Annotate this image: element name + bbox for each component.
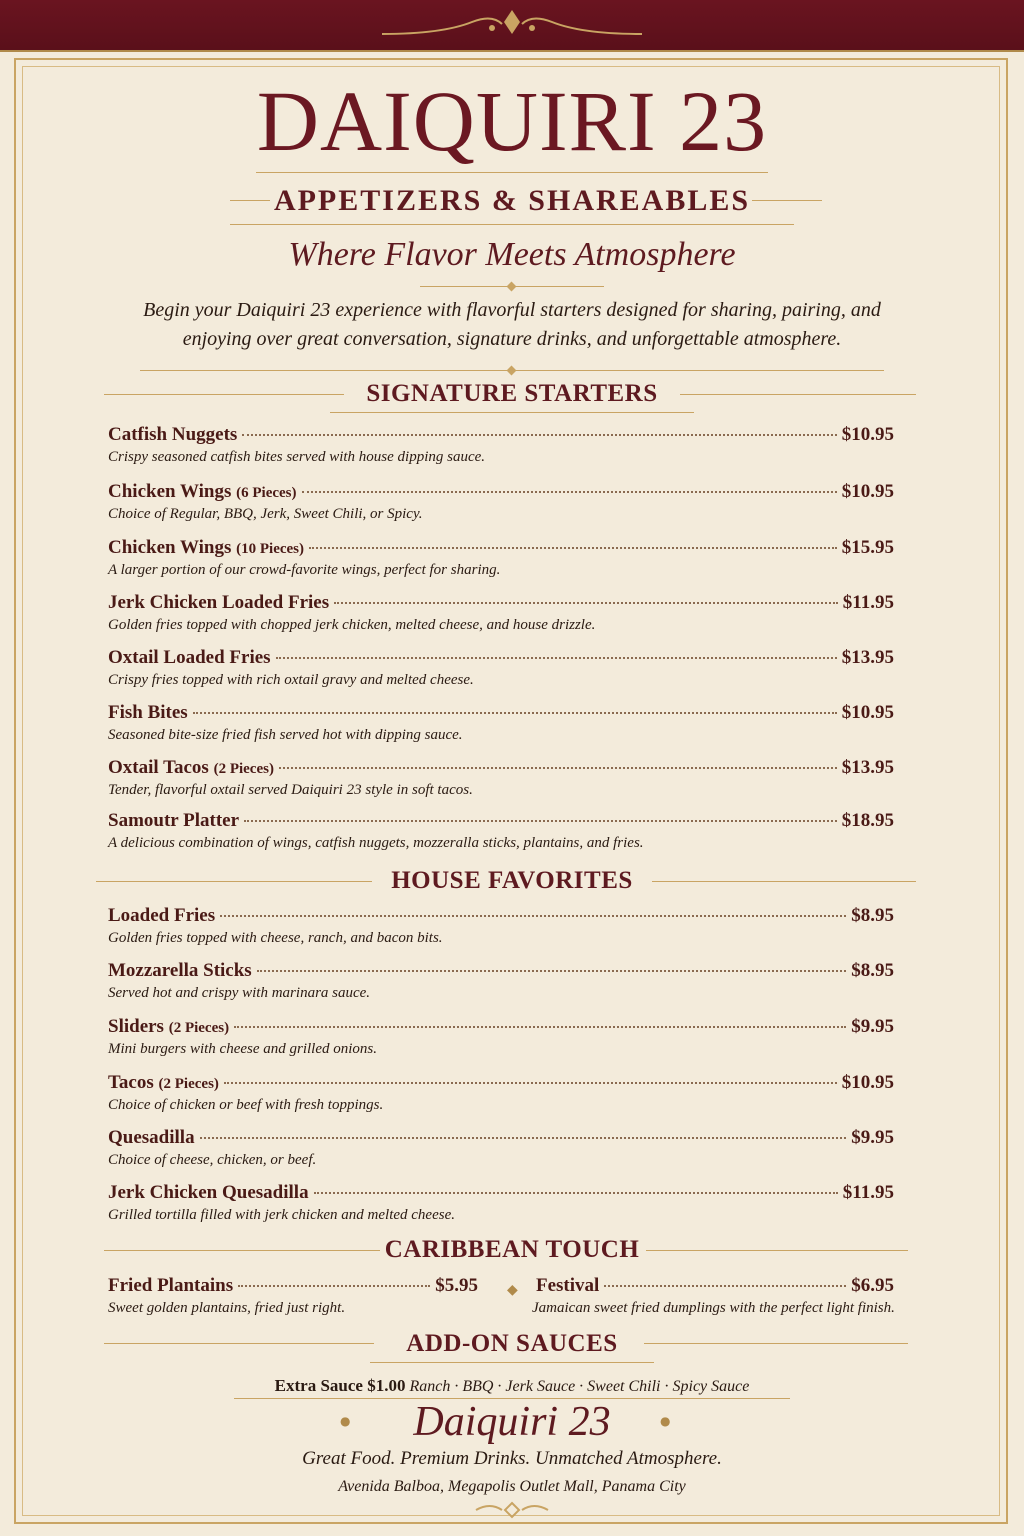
item-name <box>108 647 271 669</box>
item-description: Golden fries topped with chopped jerk chicken, melted cheese, and house drizzle. <box>108 617 596 633</box>
item-name <box>108 1182 309 1204</box>
item-price: $13.95 <box>841 757 894 778</box>
item-name-text: Oxtail Tacos <box>108 757 209 778</box>
menu-item <box>108 424 894 466</box>
item-name <box>108 960 252 982</box>
item-description: Jamaican sweet fried dumplings with the perfect light finish. <box>532 1300 895 1316</box>
item-description: Choice of cheese, chicken, or beef. <box>108 1152 317 1168</box>
item-description: Grilled tortilla filled with jerk chicken and melted cheese. <box>108 1207 455 1223</box>
leader-dots <box>257 970 847 972</box>
leader-dots <box>234 1026 846 1028</box>
leader-dots <box>200 1137 847 1139</box>
section-title-sauces: ADD-ON SAUCES <box>406 1330 618 1357</box>
section-title-house: HOUSE FAVORITES <box>391 867 633 894</box>
item-price: $15.95 <box>841 537 894 558</box>
item-name <box>108 810 239 832</box>
diamond-arrow-icon: ◆ <box>507 1282 518 1298</box>
item-description: A delicious combination of wings, catfish nuggets, mozzeralla sticks, plantains, and fries. <box>108 835 644 851</box>
item-name: Festival <box>536 1275 600 1296</box>
item-name-text: Mozzarella Sticks <box>108 960 252 981</box>
menu-item <box>108 481 894 523</box>
footer-slogan: Great Food. Premium Drinks. Unmatched Atmosphere. <box>302 1448 722 1469</box>
leader-dots <box>238 1285 430 1287</box>
footer-address: Avenida Balboa, Megapolis Outlet Mall, Panama City <box>338 1478 686 1495</box>
item-name-text: Jerk Chicken Quesadilla <box>108 1182 309 1203</box>
dot-icon: ● <box>660 1414 671 1428</box>
item-price: $8.95 <box>851 960 894 981</box>
item-price: $9.95 <box>851 1016 894 1037</box>
item-price: $10.95 <box>841 481 894 502</box>
item-price: $10.95 <box>841 424 894 445</box>
leader-dots <box>279 767 837 769</box>
menu-item <box>108 960 894 1002</box>
bottom-ornament-icon <box>472 1500 552 1520</box>
menu-item <box>108 757 894 799</box>
item-name-text: Jerk Chicken Loaded Fries <box>108 592 330 613</box>
top-banner <box>0 0 1024 52</box>
item-name-text: Oxtail Loaded Fries <box>108 647 271 668</box>
item-name <box>108 1016 229 1038</box>
item-price: $11.95 <box>842 1182 894 1203</box>
item-name-text: Loaded Fries <box>108 905 216 926</box>
item-price: $8.95 <box>851 905 894 926</box>
item-name <box>108 1127 195 1149</box>
item-description: Choice of Regular, BBQ, Jerk, Sweet Chili, or Spicy. <box>108 506 423 522</box>
item-price: $9.95 <box>851 1127 894 1148</box>
item-quantity: (2 Pieces) <box>158 1076 219 1092</box>
item-name <box>108 424 237 446</box>
menu-item <box>532 1275 895 1317</box>
leader-dots <box>334 602 838 604</box>
item-name <box>108 757 274 779</box>
flourish-ornament-icon <box>362 4 662 44</box>
item-quantity: (2 Pieces) <box>168 1020 230 1036</box>
item-name-text: Sliders <box>108 1016 164 1037</box>
menu-title: DAIQUIRI 23 <box>256 73 768 169</box>
item-name-text: Quesadilla <box>108 1127 195 1148</box>
menu-item <box>108 1182 894 1224</box>
item-price: $5.95 <box>435 1275 478 1296</box>
leader-dots <box>242 434 836 436</box>
sauce-line <box>0 1376 1024 1396</box>
item-name <box>108 702 188 724</box>
menu-item <box>108 1072 894 1114</box>
menu-item <box>108 537 894 579</box>
item-name-text: Fish Bites <box>108 702 188 723</box>
item-quantity: (6 Pieces) <box>236 485 297 501</box>
section-title-caribbean: CARIBBEAN TOUCH <box>384 1236 640 1263</box>
item-description: Served hot and crispy with marinara sauce. <box>108 985 371 1001</box>
menu-subtitle: APPETIZERS & SHAREABLES <box>273 184 751 217</box>
leader-dots <box>314 1192 838 1194</box>
menu-item <box>108 1275 478 1317</box>
item-description: A larger portion of our crowd-favorite wings, perfect for sharing. <box>108 562 501 578</box>
leader-dots <box>604 1285 846 1287</box>
menu-item <box>108 905 894 947</box>
footer-brand: Daiquiri 23 <box>413 1399 611 1445</box>
menu-item <box>108 702 894 744</box>
leader-dots <box>309 547 837 549</box>
menu-item <box>108 1127 894 1169</box>
menu-item <box>108 592 894 634</box>
item-description: Tender, flavorful oxtail served Daiquiri 23 style in soft tacos. <box>108 782 473 798</box>
leader-dots <box>244 820 837 822</box>
item-name: Fried Plantains <box>108 1275 234 1296</box>
leader-dots <box>276 657 837 659</box>
item-name-text: Samoutr Platter <box>108 810 240 831</box>
item-name <box>108 592 329 614</box>
item-name <box>108 1072 219 1094</box>
item-name <box>108 537 304 559</box>
item-quantity: (2 Pieces) <box>213 761 274 777</box>
item-description: Mini burgers with cheese and grilled onions. <box>108 1041 378 1057</box>
item-description: Seasoned bite-size fried fish served hot with dipping sauce. <box>108 727 463 743</box>
item-name-text: Catfish Nuggets <box>108 424 238 445</box>
menu-item <box>108 1016 894 1058</box>
menu-item <box>108 647 894 689</box>
item-quantity: (10 Pieces) <box>236 541 305 557</box>
item-price: $6.95 <box>851 1275 894 1296</box>
item-price: $18.95 <box>841 810 894 831</box>
leader-dots <box>302 491 837 493</box>
item-price: $10.95 <box>841 1072 894 1093</box>
item-price: $11.95 <box>842 592 894 613</box>
leader-dots <box>220 915 846 917</box>
item-description: Choice of chicken or beef with fresh toppings. <box>108 1097 384 1113</box>
item-price: $10.95 <box>841 702 894 723</box>
leader-dots <box>193 712 837 714</box>
item-name-text: Tacos <box>108 1072 154 1093</box>
item-description: Golden fries topped with cheese, ranch, and bacon bits. <box>108 930 443 946</box>
item-description: Crispy fries topped with rich oxtail gravy and melted cheese. <box>108 672 474 688</box>
menu-item <box>108 810 894 852</box>
item-name-text: Chicken Wings <box>108 481 232 502</box>
dot-icon: ● <box>340 1414 351 1428</box>
sauce-price-label: Extra Sauce $1.00 <box>274 1376 406 1395</box>
leader-dots <box>224 1082 837 1084</box>
item-price: $13.95 <box>841 647 894 668</box>
item-name <box>108 481 297 503</box>
item-name <box>108 905 215 927</box>
sauce-options: Ranch · BBQ · Jerk Sauce · Sweet Chili · Spicy Sauce <box>409 1378 750 1395</box>
tagline: Where Flavor Meets Atmosphere <box>288 236 736 273</box>
item-name-text: Chicken Wings <box>108 537 232 558</box>
section-title-signature: SIGNATURE STARTERS <box>366 380 658 407</box>
item-description: Sweet golden plantains, fried just right. <box>108 1300 346 1316</box>
item-description: Crispy seasoned catfish bites served with house dipping sauce. <box>108 449 486 465</box>
intro-text: Begin your Daiquiri 23 experience with flavorful starters designed for sharing, pairing, and enjoying over great conversation, signature drinks, and unforgettable atmosphere. <box>143 299 881 350</box>
